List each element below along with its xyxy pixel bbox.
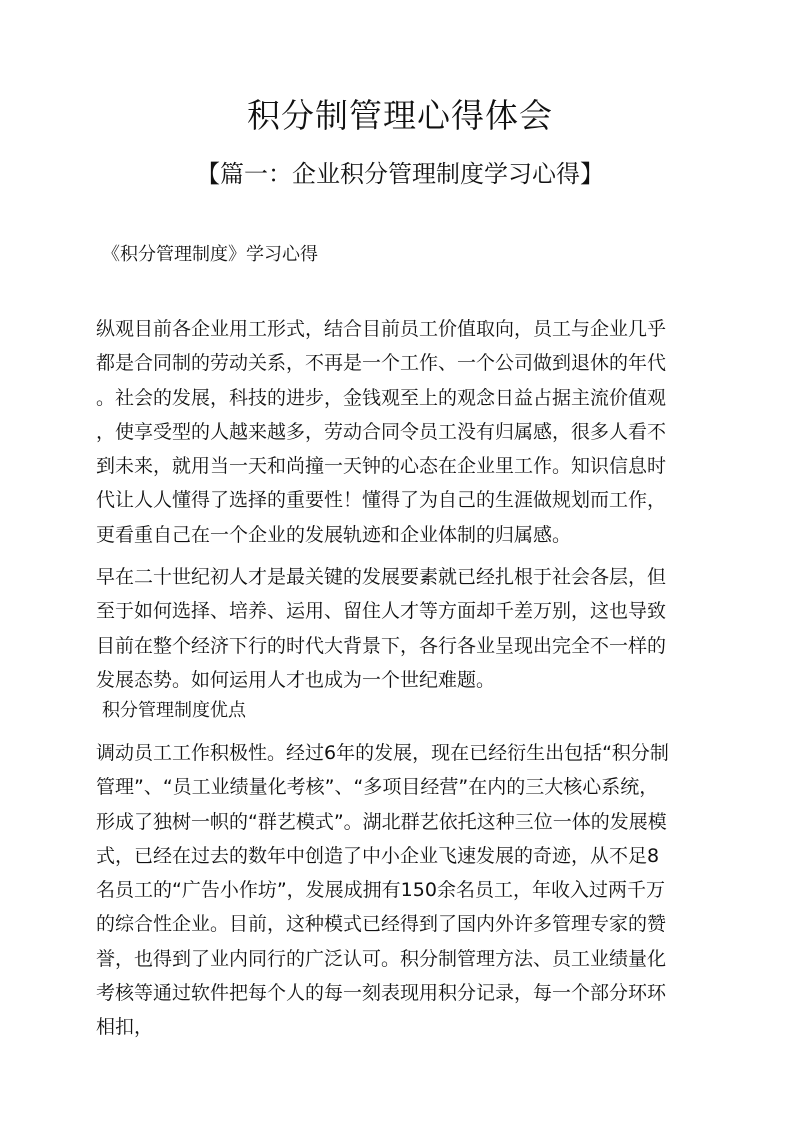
paragraph-line: 发展态势。如何运用人才也成为一个世纪难题。 — [96, 668, 496, 691]
paragraph-1 — [96, 312, 708, 552]
document-subtitle: 【篇一：企业积分管理制度学习心得】 — [196, 160, 604, 188]
paragraph-3 — [96, 736, 708, 1045]
paragraph-line: 的综合性企业。目前，这种模式已经得到了国内外许多管理专家的赞 — [96, 913, 667, 936]
paragraph-line: 都是合同制的劳动关系，不再是一个工作、一个公司做到退休的年代 — [96, 352, 667, 375]
paragraph-line: 形成了独树一帜的“群艺模式”。湖北群艺依托这种三位一体的发展模 — [96, 810, 667, 833]
paragraph-2 — [96, 560, 708, 697]
paragraph-line: 誉，也得到了业内同行的广泛认可。积分制管理方法、员工业绩量化 — [96, 947, 667, 970]
paragraph-line: 纵观目前各企业用工形式，结合目前员工价值取向，员工与企业几乎 — [96, 318, 667, 340]
section-heading-advantages: 积分管理制度优点 — [102, 700, 246, 721]
paragraph-line: 调动员工工作积极性。经过6年的发展，现在已经衍生出包括“积分制 — [96, 742, 669, 764]
paragraph-line: 目前在整个经济下行的时代大背景下，各行各业呈现出完全不一样的 — [96, 634, 667, 657]
paragraph-line: 早在二十世纪初人才是最关键的发展要素就已经扎根于社会各层，但 — [96, 566, 667, 588]
paragraph-line: 管理”、“员工业绩量化考核”、“多项目经营”在内的三大核心系统， — [96, 776, 659, 799]
paragraph-line: 至于如何选择、培养、运用、留住人才等方面却千差万别，这也导致 — [96, 600, 667, 623]
paragraph-line: 代让人人懂得了选择的重要性！懂得了为自己的生涯做规划而工作， — [96, 489, 667, 512]
document-title: 积分制管理心得体会 — [247, 96, 553, 135]
paragraph-line: ，使享受型的人越来越多，劳动合同令员工没有归属感，很多人看不 — [96, 420, 667, 443]
paragraph-line: 考核等通过软件把每个人的每一刻表现用积分记录，每一个部分环环 — [96, 982, 667, 1005]
paragraph-line: 到未来，就用当一天和尚撞一天钟的心态在企业里工作。知识信息时 — [96, 455, 667, 478]
paragraph-line: 相扣， — [96, 1016, 154, 1039]
paragraph-line: 更看重自己在一个企业的发展轨迹和企业体制的归属感。 — [96, 523, 572, 546]
paragraph-line: 。社会的发展，科技的进步，金钱观至上的观念日益占据主流价值观 — [96, 386, 667, 409]
paragraph-line: 名员工的“广告小作坊”，发展成拥有150余名员工，年收入过两千万 — [96, 879, 665, 902]
section-heading-study-notes: 《积分管理制度》学习心得 — [102, 244, 318, 265]
paragraph-line: 式，已经在过去的数年中创造了中小企业飞速发展的奇迹，从不足8 — [96, 844, 660, 867]
